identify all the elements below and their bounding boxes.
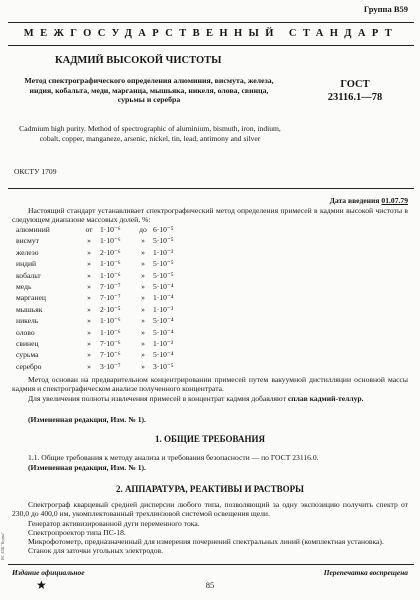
range-from: » (87, 293, 91, 303)
group-label: Группа В59 (363, 4, 408, 14)
range-to: » (141, 259, 145, 269)
date-intro-label: Дата введения (329, 196, 380, 205)
range-element: индий (16, 259, 37, 269)
range-to: » (141, 316, 145, 326)
range-low: 1·10⁻⁶ (100, 316, 121, 326)
range-from: » (87, 361, 91, 371)
range-row (12, 315, 193, 326)
range-row (12, 349, 193, 360)
range-from: » (87, 282, 91, 292)
english-title: Cadmium high purity. Method of spectrographic of aluminium, bismuth, iron, indium, cobalt, copper, manganeze, arsenic, nickel, tin, lead, antimony and silver (19, 124, 281, 143)
range-from: » (87, 339, 91, 349)
range-row (12, 327, 193, 338)
range-to: » (141, 350, 145, 360)
main-title: КАДМИЙ ВЫСОКОЙ ЧИСТОТЫ (55, 55, 222, 66)
range-to: » (141, 282, 145, 292)
range-low: 7·10⁻⁶ (100, 350, 121, 360)
standard-header: МЕЖГОСУДАРСТВЕННЫЙ СТАНДАРТ (23, 28, 399, 39)
range-to: » (141, 293, 145, 303)
range-from: » (87, 247, 91, 257)
intro-paragraph: Настоящий стандарт устанавливает спектрографический метод определения примесей в кадмии высокой чистоты в следующем диапазоне массовых долей, %: (12, 206, 408, 225)
section-1-note: (Измененная редакция, Изм. № 1). (28, 463, 146, 472)
range-high: 6·10⁻⁵ (153, 225, 174, 234)
range-row (12, 224, 193, 235)
range-low: 2·10⁻⁶ (100, 247, 121, 257)
edition-note-1: (Измененная редакция, Изм. № 1). (28, 415, 146, 424)
date-introduction (330, 196, 408, 205)
range-low: 1·10⁻⁶ (100, 270, 121, 280)
range-high: 5·10⁻⁴ (153, 350, 174, 360)
section-1-title: 1. ОБЩИЕ ТРЕБОВАНИЯ (155, 434, 265, 444)
range-from: » (87, 316, 91, 326)
range-table (12, 224, 193, 372)
range-low: 7·10⁻⁷ (100, 282, 121, 292)
range-to: » (141, 361, 145, 371)
page-number: 85 (205, 580, 215, 590)
range-to: » (141, 270, 145, 280)
range-to: до (139, 225, 147, 234)
range-row (12, 281, 193, 292)
range-element: серебро (16, 361, 42, 371)
range-high: 5·10⁻⁴ (153, 282, 174, 292)
star-icon: ★ (36, 578, 47, 592)
range-element: медь (16, 282, 32, 292)
range-element: железо (16, 247, 39, 257)
method-basis-paragraph: Метод основан на предварительном концентрировании примесей путем вакуумной дистилляции основной массы кадмия и спектрографическом анализе полученного концентрата. (12, 375, 408, 394)
range-high: 1·10⁻⁴ (153, 293, 174, 303)
range-low: 3·10⁻⁷ (100, 361, 121, 371)
range-row (12, 258, 193, 269)
range-to: » (141, 236, 145, 246)
section-2-para-3: Спектропроектор типа ПС-18. (28, 528, 126, 537)
range-from: » (87, 236, 91, 246)
range-high: 5·10⁻⁵ (153, 259, 174, 269)
sensitivity-bold-tail: сплав кадмий-теллур. (287, 394, 364, 403)
range-low: 1·10⁻⁶ (100, 225, 121, 234)
section-2-para-4: Микрофотометр, предназначенный для измерения почернений спектральных линий (комплектная установка). (28, 537, 384, 546)
range-from: » (87, 350, 91, 360)
russian-title: Метод спектрографического определения алюминия, висмута, железа, индия, кобальта, меди, марганца, мышьяка, никеля, олова, свинца, сурьмы и серебра (24, 76, 274, 105)
range-high: 1·10⁻³ (153, 304, 174, 314)
section-2-para-5: Станок для заточки угольных электродов. (28, 546, 164, 555)
range-to: » (141, 247, 145, 257)
standard-code (300, 78, 410, 104)
range-element: кобальт (16, 270, 41, 280)
range-to: » (141, 339, 145, 349)
code-line-2: 23116.1—78 (327, 92, 383, 103)
range-from: от (85, 225, 93, 234)
sensitivity-paragraph (12, 394, 408, 403)
range-row (12, 338, 193, 349)
date-intro-value: 01.07.79 (381, 196, 408, 205)
okstu-code: ОКСТУ 1709 (14, 167, 57, 176)
range-row (12, 270, 193, 281)
range-element: никель (16, 316, 39, 326)
footer-official-edition: Издание официальное (12, 568, 85, 577)
footer-reprint-prohibited: Перепечатка воспрещена (323, 568, 408, 577)
range-element: алюминий (16, 225, 50, 234)
range-row (12, 247, 193, 258)
divider-rule (8, 188, 414, 189)
range-from: » (87, 304, 91, 314)
range-low: 7·10⁻⁷ (100, 293, 121, 303)
side-print: ИС АПК "Кодекс" (1, 532, 5, 560)
range-high: 5·10⁻⁴ (153, 316, 174, 326)
range-from: » (87, 327, 91, 337)
range-high: 3·10⁻⁵ (153, 361, 174, 371)
range-row (12, 361, 193, 372)
section-2-para-2: Генератор активизированной дуги переменного тока. (28, 519, 200, 528)
section-2-title: 2. АППАРАТУРА, РЕАКТИВЫ И РАСТВОРЫ (116, 484, 304, 494)
range-element: марганец (16, 293, 46, 303)
range-high: 5·10⁻⁵ (153, 270, 174, 280)
header-bottom-rule (8, 45, 414, 46)
range-row (12, 235, 193, 246)
section-2-para-1: Спектрограф кварцевый средней дисперсии любого типа, позволяющий за одну экспозицию получить спектр от 230,0 до 400,0 нм, укомплектованный трехлинзовой системой освещения щели. (12, 500, 408, 519)
range-row (12, 292, 193, 303)
range-high: 1·10⁻³ (153, 339, 174, 349)
code-line-1: ГОСТ (340, 79, 370, 90)
range-high: 1·10⁻³ (153, 247, 174, 257)
sensitivity-text: Для увеличения полноты извлечения примесей в концентрат кадмия добавляют (28, 394, 286, 403)
range-from: » (87, 259, 91, 269)
range-element: олово (16, 327, 35, 337)
range-high: 5·10⁻⁵ (153, 236, 174, 246)
range-low: 1·10⁻⁶ (100, 259, 121, 269)
range-to: » (141, 327, 145, 337)
range-from: » (87, 270, 91, 280)
footer-rule (8, 564, 414, 565)
range-low: 1·10⁻⁶ (100, 236, 121, 246)
range-low: 7·10⁻⁶ (100, 339, 121, 349)
range-element: мышьяк (16, 304, 43, 314)
range-element: висмут (16, 236, 39, 246)
range-low: 1·10⁻⁶ (100, 327, 121, 337)
section-1-item: 1.1. Общие требования к методу анализа и требования безопасности — по ГОСТ 23116.0. (28, 453, 319, 462)
range-high: 5·10⁻⁴ (153, 327, 174, 337)
range-low: 2·10⁻⁵ (100, 304, 121, 314)
range-to: » (141, 304, 145, 314)
range-element: сурьма (16, 350, 39, 360)
range-row (12, 304, 193, 315)
header-top-rule (8, 22, 414, 23)
range-element: свинец (16, 339, 39, 349)
